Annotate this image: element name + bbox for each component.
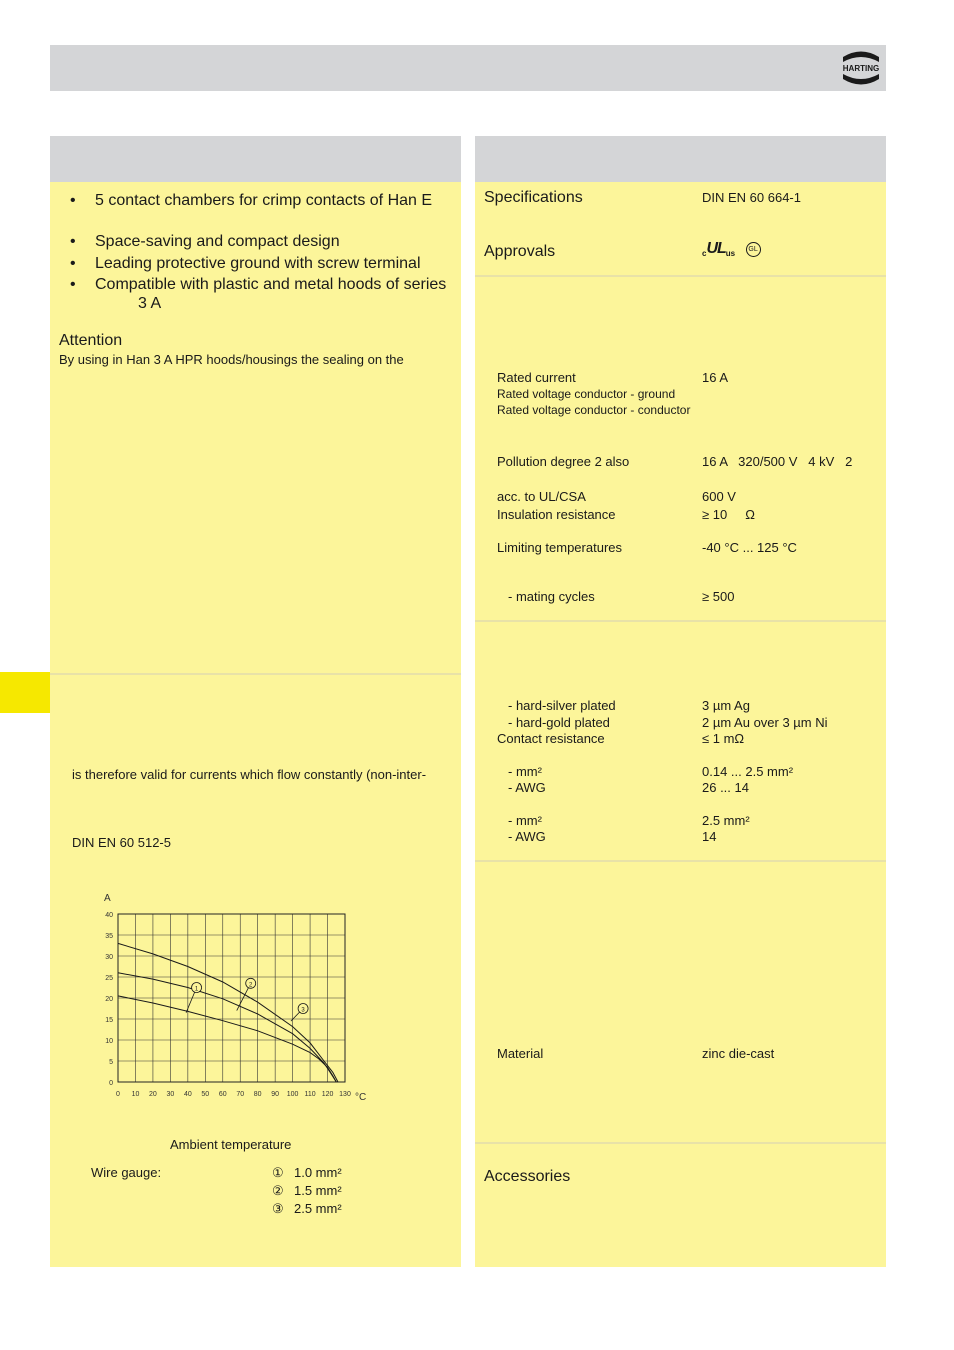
section-divider [475,1142,886,1144]
spec-label: Contact resistance [497,731,605,746]
y-tick-label: 0 [109,1080,113,1087]
spec-value: 26 ... 14 [702,780,749,795]
bullet-dot: • [70,255,76,272]
section-divider [475,275,886,277]
wire-gauge-mark: ② [272,1183,284,1198]
specifications-label: Specifications [484,189,583,206]
logo-text: HARTING [842,64,880,73]
y-tick-label: 15 [105,1017,113,1024]
spec-label: Rated voltage conductor - ground [497,387,676,401]
x-tick-label: 60 [218,1091,227,1098]
standard-reference: DIN EN 60 512-5 [72,835,171,850]
spec-value: ≥ 10 Ω [702,507,755,522]
spec-value: 16 A [702,370,729,385]
wire-gauge-value: 1.0 mm² [294,1165,342,1180]
spec-value: 0.14 ... 2.5 mm² [702,764,794,779]
spec-value: zinc die-cast [702,1046,775,1061]
y-axis-unit: A [104,893,111,904]
wire-gauge-value: 1.5 mm² [294,1183,342,1198]
spec-value: ≤ 1 mΩ [702,731,745,746]
wire-gauge-mark: ③ [272,1201,284,1216]
derating-text: is therefore valid for currents which flow constantly (non-inter- [72,767,427,782]
y-tick-label: 40 [105,912,113,919]
spec-label: - mating cycles [508,589,595,604]
wire-gauge-mark: ① [272,1165,284,1180]
spec-value: 3 µm Ag [702,698,750,713]
spec-value: 2 µm Au over 3 µm Ni [702,715,828,730]
spec-label: - hard-gold plated [508,715,610,730]
ul-mark-icon: UL [706,240,726,257]
derating-curve [118,973,336,1082]
x-tick-label: 110 [304,1091,316,1098]
x-axis-title: Ambient temperature [170,1137,292,1152]
x-tick-label: 80 [253,1091,262,1098]
spec-label: - mm² [508,764,542,779]
spec-label: Rated voltage conductor - conductor [497,403,691,417]
attention-title: Attention [59,332,123,349]
c-mark: c [702,249,707,258]
spec-label: acc. to UL/CSA [497,489,586,504]
attention-text: By using in Han 3 A HPR hoods/housings the sealing on the [59,352,404,367]
spec-value: 14 [702,829,717,844]
x-tick-label: 30 [166,1091,175,1098]
header-bar [50,45,886,91]
approval-marks [702,240,761,260]
spec-label: Limiting temperatures [497,540,622,555]
y-tick-label: 35 [105,933,113,940]
derating-chart [90,882,430,1112]
bullet-dot: • [70,276,76,293]
technical-data-panel [475,182,886,1267]
accessories-label: Accessories [484,1168,571,1185]
y-tick-label: 10 [105,1038,113,1045]
spec-label: Rated current [497,370,576,385]
y-tick-label: 20 [105,996,113,1003]
curve-marker-label: 3 [301,1007,305,1014]
x-tick-label: 70 [236,1091,245,1098]
left-panel-header [50,136,461,182]
gl-mark-icon: GL [746,242,761,257]
specifications-value: DIN EN 60 664-1 [702,190,801,205]
y-tick-label: 25 [105,975,113,982]
spec-value: 16 A 320/500 V 4 kV 2 [702,454,853,469]
bullet-continuation: 3 A [138,295,162,312]
spec-label: - AWG [508,829,546,844]
x-tick-label: 90 [271,1091,280,1098]
section-divider [50,673,461,675]
x-axis-unit: °C [355,1092,367,1103]
harting-logo [840,48,882,88]
x-tick-label: 130 [339,1091,351,1098]
spec-label: Material [497,1046,544,1061]
approvals-label: Approvals [484,243,556,260]
x-tick-label: 40 [183,1091,192,1098]
x-tick-label: 10 [131,1091,140,1098]
right-panel-header [475,136,886,182]
spec-label: - AWG [508,780,546,795]
spec-value: 600 V [702,489,736,504]
curve-marker-label: 2 [249,982,253,989]
bullet-dot: • [70,233,76,250]
spec-value: -40 °C ... 125 °C [702,540,797,555]
spec-label: Pollution degree 2 also [497,454,630,469]
spec-value: ≥ 500 [702,589,735,604]
y-tick-label: 5 [109,1059,113,1066]
bullet-text: Compatible with plastic and metal hoods of series [95,276,447,293]
section-divider [475,620,886,622]
x-tick-label: 100 [286,1091,299,1098]
side-tab-marker [0,672,50,713]
us-mark: us [725,249,736,258]
y-tick-label: 30 [105,954,113,961]
x-tick-label: 120 [321,1091,334,1098]
spec-label: - hard-silver plated [508,698,616,713]
features-panel [50,182,461,1267]
curve-marker-label: 1 [194,986,199,993]
x-tick-label: 50 [201,1091,210,1098]
spec-label: Insulation resistance [497,507,616,522]
x-tick-label: 20 [149,1091,157,1098]
x-tick-label: 0 [116,1091,120,1098]
bullet-dot: • [70,192,76,209]
bullet-text: Leading protective ground with screw terminal [95,255,421,272]
wire-gauge-value: 2.5 mm² [294,1201,342,1216]
section-divider [475,860,886,862]
spec-value: 2.5 mm² [702,813,750,828]
derating-chart-svg [90,882,430,1112]
spec-label: - mm² [508,813,542,828]
bullet-text: Space-saving and compact design [95,233,340,250]
bullet-text: 5 contact chambers for crimp contacts of Han E [95,192,433,209]
wire-gauge-label: Wire gauge: [91,1165,162,1180]
